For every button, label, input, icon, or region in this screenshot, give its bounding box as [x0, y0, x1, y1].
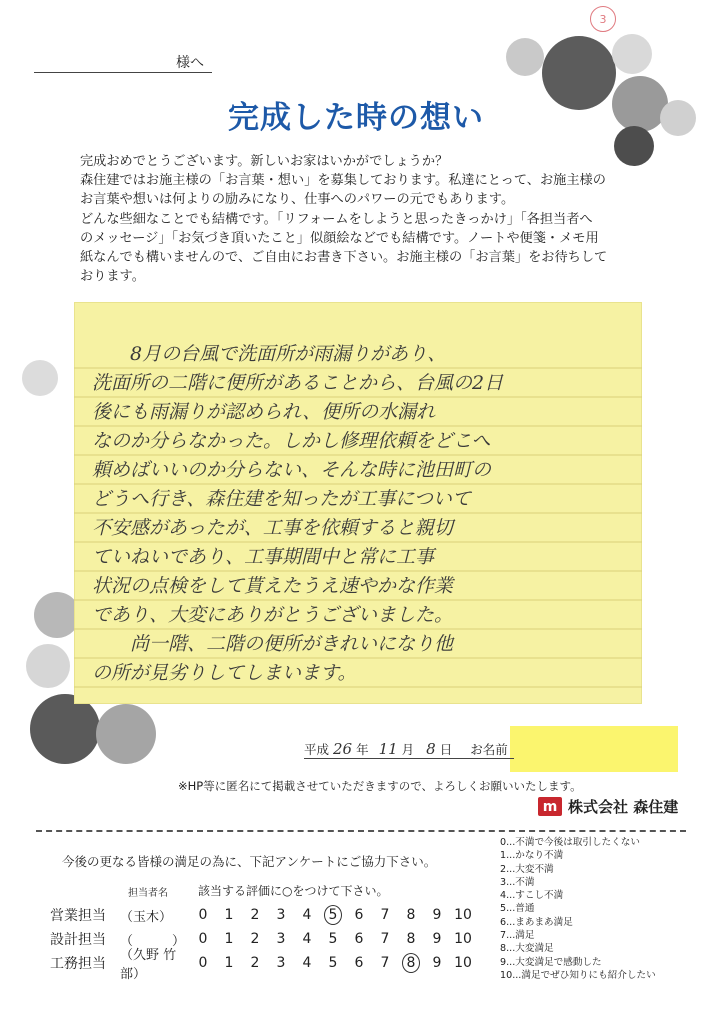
survey-intro: 今後の更なる皆様の満足の為に、下記アンケートにご協力下さい。	[62, 854, 437, 869]
legend-item: 7...満足	[500, 930, 535, 942]
rating-option[interactable]: 8	[406, 931, 416, 947]
decor-circle	[26, 644, 70, 688]
rating-option[interactable]: 8	[398, 955, 424, 971]
rating-option[interactable]: 9	[432, 955, 442, 971]
rating-option[interactable]: 8	[406, 907, 416, 923]
intro-line: のメッセージ」「お気づき頂いたこと」似顔絵などでも結構です。ノートや便箋・メモ用	[80, 230, 599, 246]
row-label: 工務担当	[50, 956, 106, 972]
privacy-note: ※HP等に匿名にて掲載させていただきますので、よろしくお願いいたします。	[178, 779, 582, 793]
rating-option[interactable]: 9	[432, 907, 442, 923]
intro-text	[80, 152, 640, 286]
decor-circle	[612, 34, 652, 74]
day-label: 日	[439, 742, 453, 757]
handwritten-line: 8月の台風で洗面所が雨漏りがあり、	[130, 343, 447, 365]
month-value: 11	[378, 740, 398, 758]
company-brand	[538, 796, 678, 817]
cut-line	[36, 830, 686, 832]
handwritten-line: 不安感があったが、工事を依頼すると親切	[92, 517, 453, 539]
rating-option[interactable]: 2	[250, 955, 260, 971]
handwritten-line: どうへ行き、森住建を知ったが工事について	[92, 488, 471, 510]
handwritten-line: なのか分らなかった。しかし修理依頼をどこへ	[92, 430, 491, 452]
salutation: 様へ	[176, 55, 204, 71]
rating-option[interactable]: 5	[328, 955, 338, 971]
recipient-line	[34, 72, 212, 73]
legend-item: 5...普通	[500, 903, 535, 915]
handwritten-line: ていねいであり、工事期間中と常に工事	[92, 546, 435, 568]
handwritten-line: 頼めばいいのか分らない、そんな時に池田町の	[92, 459, 492, 481]
rating-scale[interactable]	[190, 931, 476, 947]
rating-option[interactable]: 6	[354, 931, 364, 947]
rating-scale[interactable]	[190, 955, 476, 971]
legend-item: 4...すこし不満	[500, 890, 564, 902]
company-name: 株式会社 森住建	[568, 798, 679, 816]
rating-option[interactable]: 10	[454, 931, 472, 947]
rating-option[interactable]: 10	[454, 907, 472, 923]
legend-item: 8...大変満足	[500, 943, 554, 955]
survey-row-design	[50, 928, 476, 950]
handwritten-line: であり、大変にありがとうございました。	[92, 604, 454, 626]
month-label: 月	[401, 742, 415, 757]
rating-legend	[500, 836, 656, 982]
intro-line: おります。	[80, 269, 145, 285]
legend-item: 1...かなり不満	[500, 850, 564, 862]
decor-circle	[506, 38, 544, 76]
row-label: 設計担当	[50, 932, 106, 948]
intro-line: どんな些細なことでも結構です。「リフォームをしようと思ったきっかけ」「各担当者へ	[80, 211, 593, 227]
rating-option[interactable]: 10	[454, 955, 472, 971]
person-column-header: 担当者名	[128, 888, 168, 899]
date-row	[304, 740, 508, 758]
rating-option[interactable]: 3	[276, 955, 286, 971]
rating-option[interactable]: 6	[354, 955, 364, 971]
intro-line: お言葉や想いは何よりの励みになり、仕事へのパワーの元でもあります。	[80, 192, 515, 208]
survey-row-sales	[50, 904, 476, 926]
legend-item: 0...不満で今後は取引したくない	[500, 837, 640, 848]
handwritten-line: 洗面所の二階に便所があることから、台風の2日	[92, 372, 504, 394]
intro-line: 完成おめでとうございます。新しいお家はいかがでしょうか？	[80, 154, 449, 169]
rating-option[interactable]: 1	[224, 931, 234, 947]
legend-item: 9...大変満足で感動した	[500, 956, 602, 968]
row-person: （玉木）	[120, 909, 173, 925]
rating-option[interactable]: 0	[198, 907, 208, 923]
rating-option[interactable]: 3	[276, 907, 286, 923]
rating-option[interactable]: 7	[380, 955, 390, 971]
decor-circle	[96, 704, 156, 764]
decor-circle	[30, 694, 100, 764]
name-redaction	[510, 726, 678, 772]
rating-option[interactable]: 1	[224, 955, 234, 971]
intro-line: 森住建ではお施主様の「お言葉・想い」を募集しております。私達にとって、お施主様の	[80, 173, 606, 189]
date-underline	[304, 758, 514, 759]
rating-option[interactable]: 7	[380, 907, 390, 923]
rating-option[interactable]: 4	[302, 907, 312, 923]
rating-option[interactable]: 5	[320, 907, 346, 923]
rating-option[interactable]: 5	[328, 931, 338, 947]
decor-circle	[22, 360, 58, 396]
row-person: （ ）	[120, 933, 186, 949]
rating-option[interactable]: 4	[302, 955, 312, 971]
row-person: （久野 竹部）	[120, 948, 177, 982]
year-value: 26	[333, 740, 353, 758]
rating-option[interactable]: 7	[380, 931, 390, 947]
intro-line: 紙なんでも構いませんので、ご自由にお書き下さい。お施主様の「お言葉」をお待ちして	[80, 250, 608, 266]
handwritten-line: 後にも雨漏りが認められ、便所の水漏れ	[92, 401, 436, 423]
rating-scale[interactable]	[190, 907, 476, 923]
rating-option[interactable]: 4	[302, 931, 312, 947]
rating-option[interactable]: 6	[354, 907, 364, 923]
day-value: 8	[426, 740, 436, 758]
handwritten-line: の所が見劣りしてしまいます。	[92, 662, 357, 684]
company-logo-icon: m	[538, 797, 562, 816]
row-label: 営業担当	[50, 908, 106, 924]
handwritten-line: 状況の点検をして貰えたうえ速やかな作業	[92, 575, 454, 597]
rating-option[interactable]: 1	[224, 907, 234, 923]
legend-item: 3...不満	[500, 876, 535, 888]
name-label: お名前	[470, 742, 508, 757]
survey-row-construction	[50, 948, 476, 982]
rating-option[interactable]: 2	[250, 907, 260, 923]
handwritten-line: 尚一階、二階の便所がきれいになり他	[130, 633, 454, 655]
legend-item: 6...まあまあ満足	[500, 916, 573, 928]
legend-item: 10...満足でぜひ知りにも紹介したい	[500, 969, 656, 981]
year-label: 年	[356, 742, 369, 757]
legend-item: 2...大変不満	[500, 863, 554, 875]
rating-option[interactable]: 0	[198, 955, 208, 971]
handwritten-message	[92, 340, 632, 688]
page-title: 完成した時の想い	[228, 100, 484, 136]
rating-option[interactable]: 0	[198, 931, 208, 947]
rating-option[interactable]: 3	[276, 931, 286, 947]
rating-option[interactable]: 9	[432, 931, 442, 947]
reviewer-mark: 3	[590, 6, 616, 32]
rating-instruction: 該当する評価に○をつけて下さい。	[198, 884, 389, 898]
rating-option[interactable]: 2	[250, 931, 260, 947]
era-label: 平成	[304, 742, 330, 757]
